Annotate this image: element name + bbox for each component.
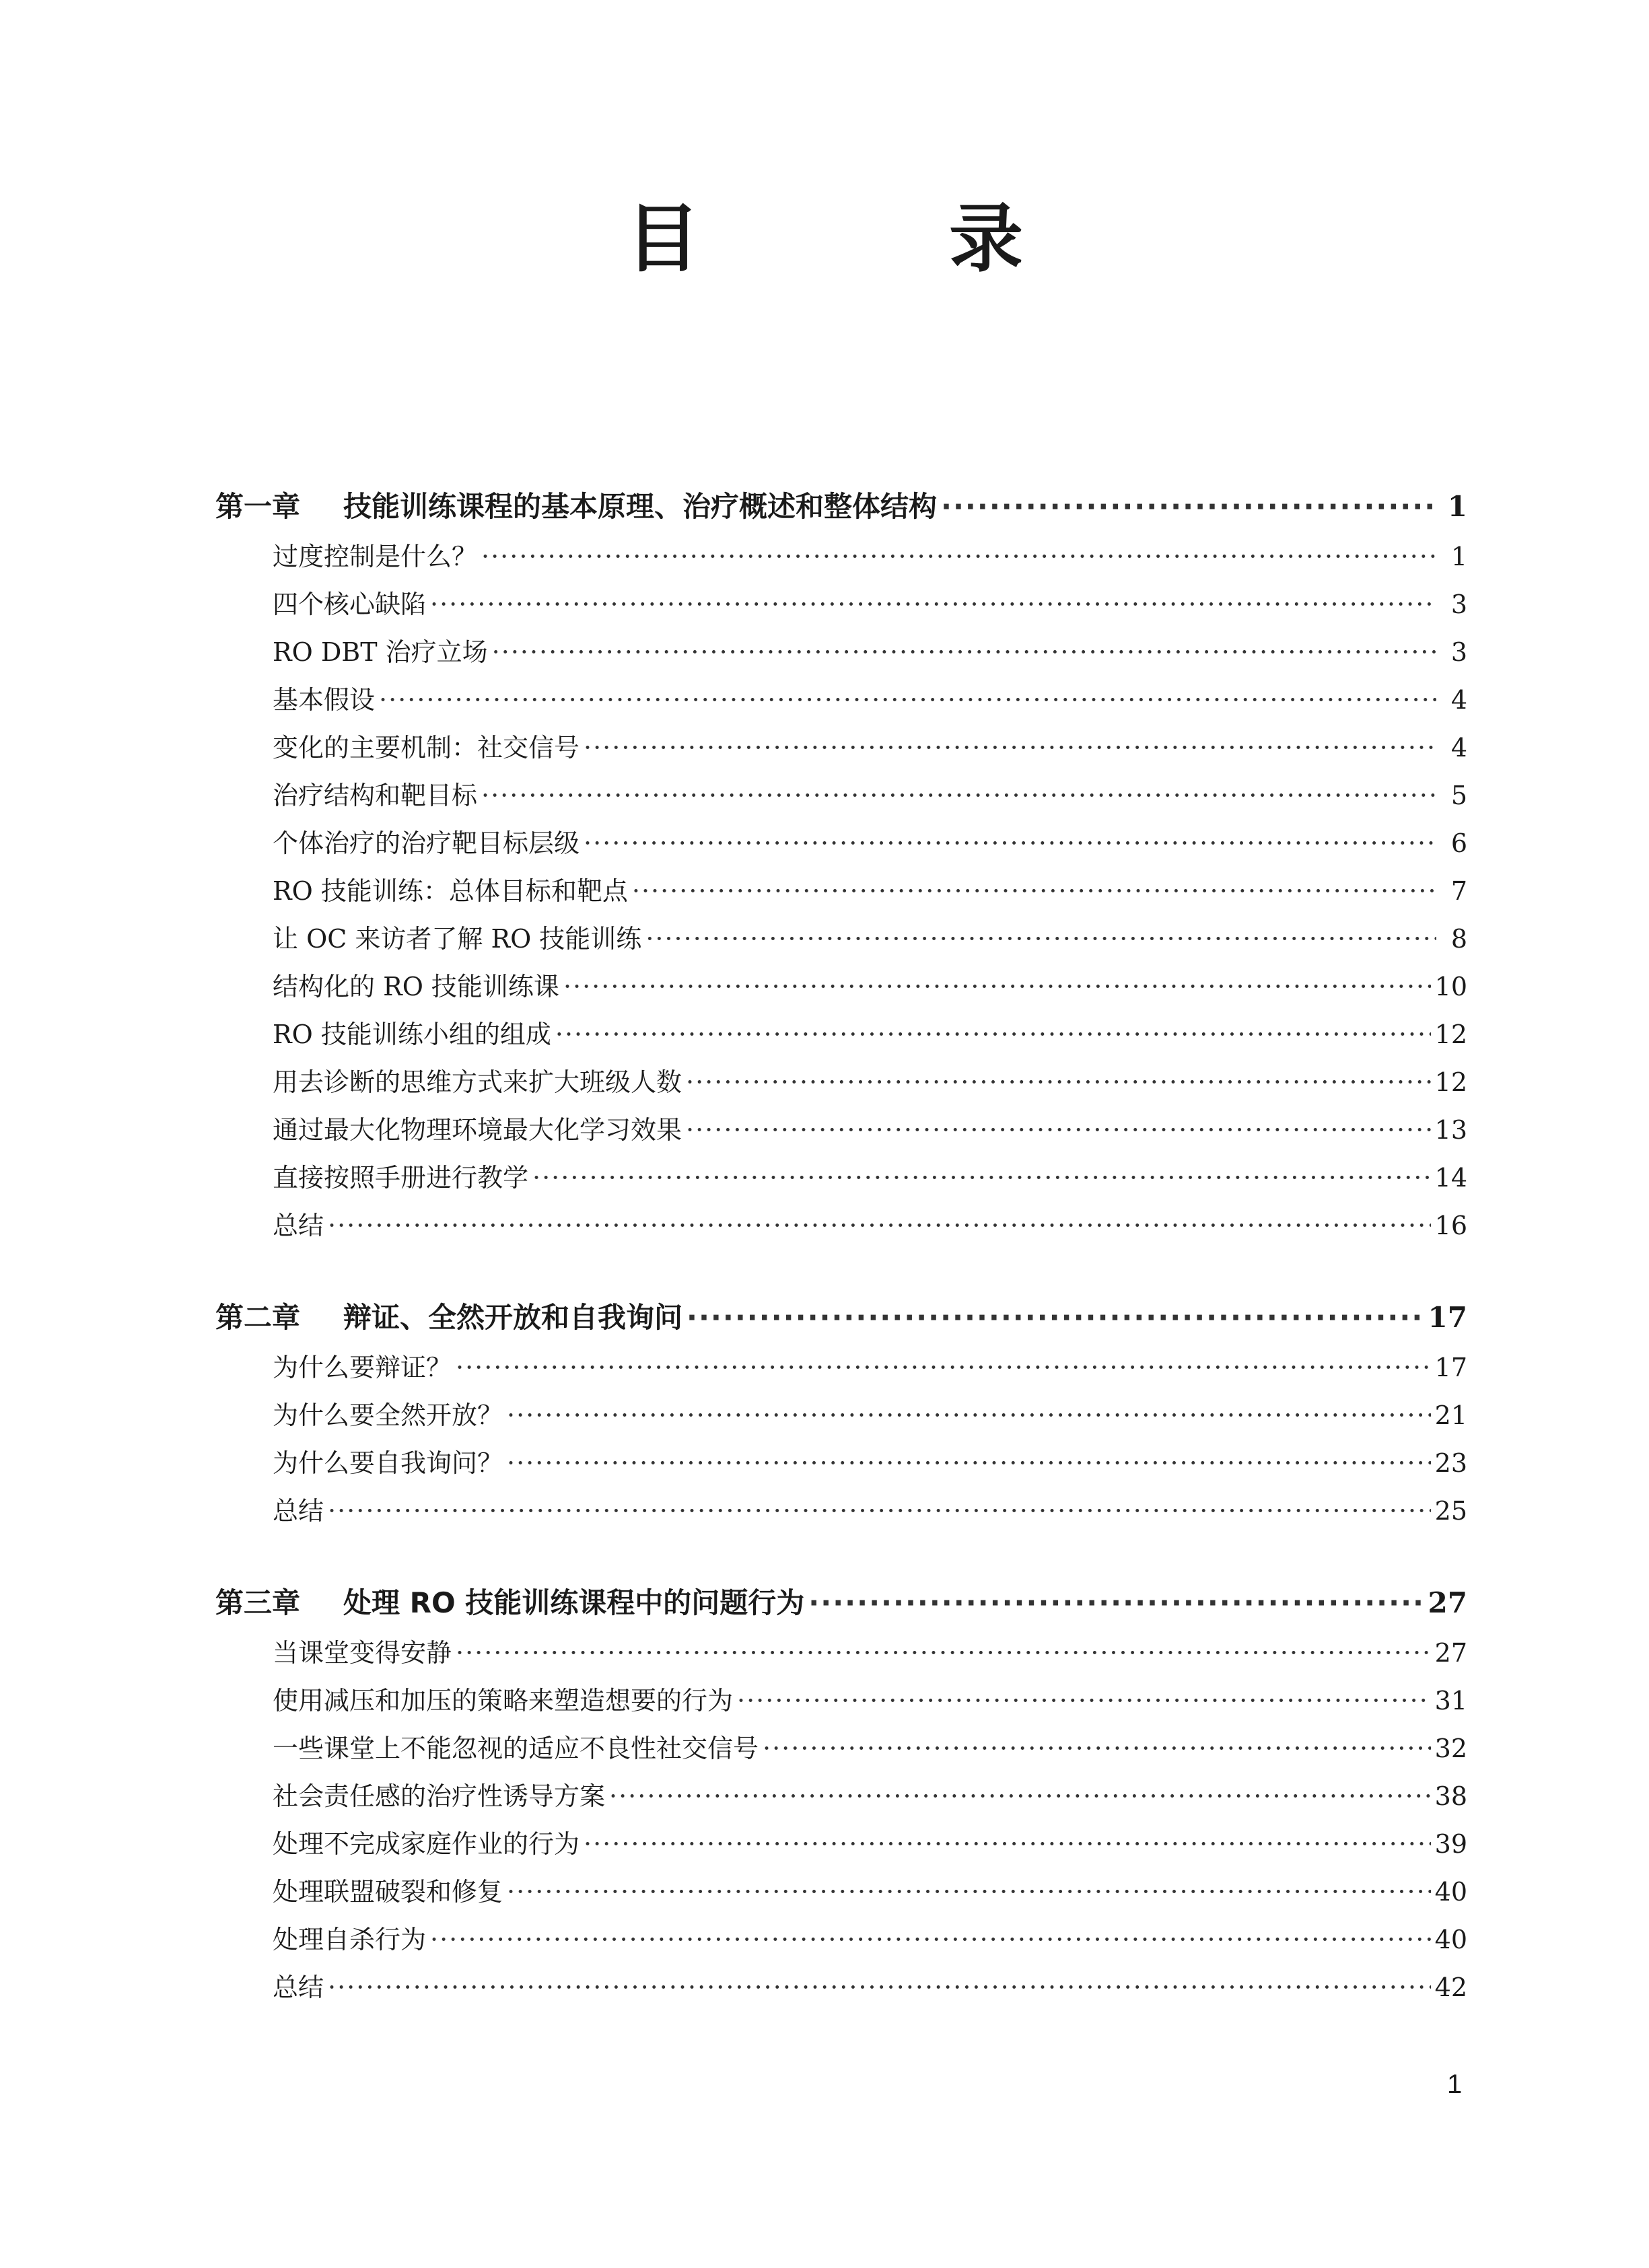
entry-title: RO DBT 治疗立场 <box>273 637 488 667</box>
entry-title: 四个核心缺陷 <box>273 590 427 619</box>
entry-page-number: 40 <box>1434 1877 1467 1907</box>
toc-entry[interactable] <box>215 1205 1467 1252</box>
dot-leader <box>763 1734 1431 1763</box>
page-number-footer: 1 <box>1447 2069 1463 2099</box>
entry-title: 变化的主要机制：社交信号 <box>273 733 580 763</box>
entry-title: 过度控制是什么？ <box>273 542 478 571</box>
entry-title: RO 技能训练：总体目标和靶点 <box>273 876 628 906</box>
dot-leader <box>492 637 1436 667</box>
toc-entry[interactable] <box>215 870 1467 918</box>
entry-title: 处理自杀行为 <box>273 1925 427 1954</box>
entry-title: 直接按照手册进行教学 <box>273 1163 529 1193</box>
entry-title: 总结 <box>273 1496 324 1526</box>
entry-page-number: 21 <box>1434 1401 1467 1430</box>
entry-page-number: 23 <box>1434 1448 1467 1478</box>
entry-title: 基本假设 <box>273 685 376 715</box>
chapter-2 <box>215 1296 1467 1538</box>
chapter-heading[interactable] <box>215 485 1467 536</box>
entry-page-number: 4 <box>1450 685 1467 715</box>
chapter-page-number: 1 <box>1447 490 1467 523</box>
dot-leader <box>584 828 1436 858</box>
chapter-3 <box>215 1581 1467 2014</box>
dot-leader <box>686 1067 1431 1097</box>
entry-title: RO 技能训练小组的组成 <box>273 1020 551 1049</box>
dot-leader <box>507 1401 1431 1430</box>
dot-leader <box>632 876 1436 906</box>
chapter-page-number: 27 <box>1428 1586 1467 1619</box>
dot-leader <box>645 924 1436 954</box>
dot-leader <box>532 1163 1431 1193</box>
dot-leader <box>430 1925 1431 1954</box>
chapter-title: 辩证、全然开放和自我询问 <box>343 1301 683 1334</box>
entry-page-number: 27 <box>1434 1638 1467 1668</box>
entry-title: 总结 <box>273 1211 324 1240</box>
dot-leader <box>456 1353 1431 1382</box>
entry-page-number: 3 <box>1450 590 1467 619</box>
toc-entry[interactable] <box>215 775 1467 822</box>
entry-page-number: 38 <box>1434 1781 1467 1811</box>
dot-leader <box>379 685 1436 715</box>
dot-leader <box>686 1115 1431 1145</box>
entry-title: 用去诊断的思维方式来扩大班级人数 <box>273 1067 682 1097</box>
chapter-number: 第三章 <box>215 1586 301 1619</box>
entry-title: 结构化的 RO 技能训练课 <box>273 972 559 1001</box>
chapter-heading[interactable] <box>215 1581 1467 1632</box>
dot-leader <box>456 1638 1431 1668</box>
dot-leader <box>609 1781 1431 1811</box>
entry-page-number: 5 <box>1450 781 1467 810</box>
toc-entry[interactable] <box>215 822 1467 870</box>
dot-leader <box>430 590 1436 619</box>
entry-page-number: 1 <box>1450 542 1467 571</box>
entry-page-number: 4 <box>1450 733 1467 763</box>
entry-title: 社会责任感的治疗性诱导方案 <box>273 1781 606 1811</box>
entry-title: 为什么要全然开放？ <box>273 1401 503 1430</box>
toc-entry[interactable] <box>215 1109 1467 1157</box>
dot-leader <box>507 1877 1431 1907</box>
entry-page-number: 3 <box>1450 637 1467 667</box>
dot-leader <box>584 1829 1431 1859</box>
entry-page-number: 6 <box>1450 828 1467 858</box>
toc-entry[interactable] <box>215 1632 1467 1680</box>
entry-page-number: 10 <box>1434 972 1467 1001</box>
entry-page-number: 25 <box>1434 1496 1467 1526</box>
chapter-title: 处理 RO 技能训练课程中的问题行为 <box>343 1586 805 1619</box>
toc-entry[interactable] <box>215 1157 1467 1205</box>
chapter-title: 技能训练课程的基本原理、治疗概述和整体结构 <box>343 490 938 523</box>
entry-page-number: 7 <box>1450 876 1467 906</box>
entry-title: 为什么要自我询问？ <box>273 1448 503 1478</box>
chapter-number: 第二章 <box>215 1301 301 1334</box>
toc-entry[interactable] <box>215 1966 1467 2014</box>
dot-leader <box>328 1973 1431 2002</box>
dot-leader <box>584 733 1436 763</box>
toc-entry[interactable] <box>215 1490 1467 1538</box>
toc-entry[interactable] <box>215 1823 1467 1871</box>
dot-leader <box>687 1301 1424 1334</box>
table-of-contents <box>215 485 1467 2057</box>
entry-title: 处理联盟破裂和修复 <box>273 1877 503 1907</box>
entry-page-number: 14 <box>1434 1163 1467 1193</box>
dot-leader <box>328 1211 1431 1240</box>
toc-entry[interactable] <box>215 583 1467 631</box>
toc-entry[interactable] <box>215 679 1467 727</box>
entry-title: 总结 <box>273 1973 324 2002</box>
entry-title: 一些课堂上不能忽视的适应不良性社交信号 <box>273 1734 759 1763</box>
entry-title: 通过最大化物理环境最大化学习效果 <box>273 1115 682 1145</box>
dot-leader <box>563 972 1431 1001</box>
entry-title: 为什么要辩证？ <box>273 1353 452 1382</box>
entry-title: 处理不完成家庭作业的行为 <box>273 1829 580 1859</box>
entry-page-number: 32 <box>1434 1734 1467 1763</box>
toc-entry[interactable] <box>215 966 1467 1014</box>
toc-entry[interactable] <box>215 1775 1467 1823</box>
toc-entry[interactable] <box>215 1347 1467 1394</box>
page-title: 目 录 <box>626 196 1111 282</box>
entry-page-number: 13 <box>1434 1115 1467 1145</box>
entry-title: 治疗结构和靶目标 <box>273 781 478 810</box>
dot-leader <box>555 1020 1431 1049</box>
toc-entry[interactable] <box>215 918 1467 966</box>
toc-entry[interactable] <box>215 1014 1467 1061</box>
entry-page-number: 12 <box>1434 1067 1467 1097</box>
entry-page-number: 40 <box>1434 1925 1467 1954</box>
dot-leader <box>328 1496 1431 1526</box>
chapter-heading[interactable] <box>215 1296 1467 1347</box>
entry-title: 当课堂变得安静 <box>273 1638 452 1668</box>
toc-entry[interactable] <box>215 727 1467 775</box>
entry-title: 个体治疗的治疗靶目标层级 <box>273 828 580 858</box>
toc-entry[interactable] <box>215 1394 1467 1442</box>
chapter-1 <box>215 485 1467 1252</box>
entry-title: 使用减压和加压的策略来塑造想要的行为 <box>273 1686 734 1715</box>
toc-entry[interactable] <box>215 1728 1467 1775</box>
dot-leader <box>941 490 1436 523</box>
toc-entry[interactable] <box>215 1680 1467 1728</box>
dot-leader <box>481 542 1436 571</box>
dot-leader <box>481 781 1436 810</box>
chapter-page-number: 17 <box>1428 1301 1467 1334</box>
dot-leader <box>808 1586 1424 1619</box>
toc-entry[interactable] <box>215 1871 1467 1919</box>
entry-page-number: 42 <box>1434 1973 1467 2002</box>
entry-page-number: 39 <box>1434 1829 1467 1859</box>
toc-entry[interactable] <box>215 1919 1467 1966</box>
entry-page-number: 16 <box>1434 1211 1467 1240</box>
entry-page-number: 31 <box>1434 1686 1467 1715</box>
chapter-number: 第一章 <box>215 490 301 523</box>
entry-page-number: 12 <box>1434 1020 1467 1049</box>
toc-entry[interactable] <box>215 1061 1467 1109</box>
toc-entry[interactable] <box>215 536 1467 583</box>
entry-title: 让 OC 来访者了解 RO 技能训练 <box>273 924 642 954</box>
toc-entry[interactable] <box>215 1442 1467 1490</box>
dot-leader <box>507 1448 1431 1478</box>
entry-page-number: 8 <box>1450 924 1467 954</box>
entry-page-number: 17 <box>1434 1353 1467 1382</box>
dot-leader <box>737 1686 1431 1715</box>
toc-entry[interactable] <box>215 631 1467 679</box>
